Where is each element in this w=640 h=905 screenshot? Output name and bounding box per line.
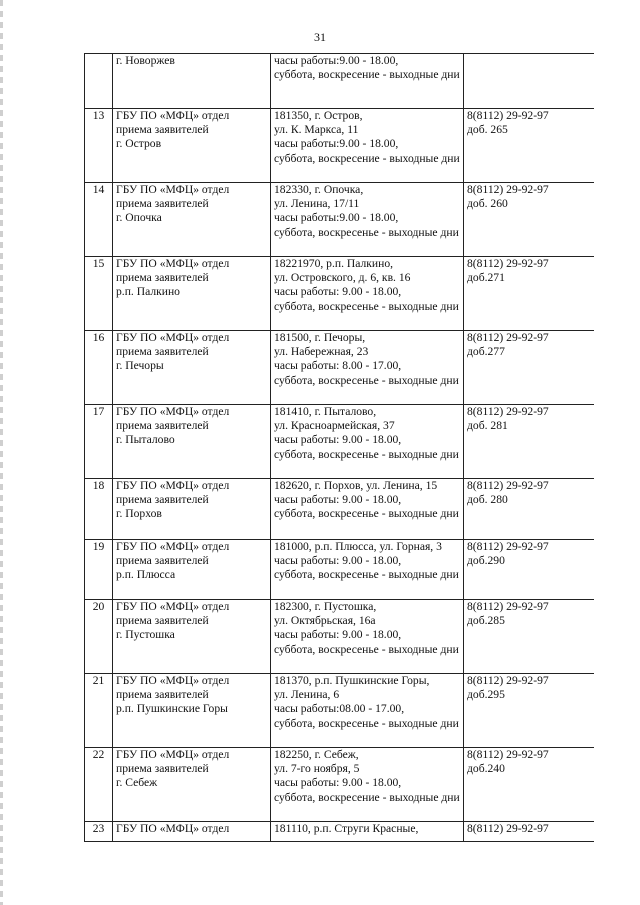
office-name: г. Новоржев (113, 54, 271, 109)
office-name: ГБУ ПО «МФЦ» отдел приема заявителей г. Себеж (113, 748, 271, 822)
office-address: 182330, г. Опочка, ул. Ленина, 17/11 часы работы:9.00 - 18.00, суббота, воскресенье - выходные дни (271, 183, 464, 257)
office-address: 181110, р.п. Струги Красные, (271, 822, 464, 842)
office-address: часы работы:9.00 - 18.00, суббота, воскресение - выходные дни (271, 54, 464, 109)
table-row (85, 109, 595, 183)
office-address: 181370, р.п. Пушкинские Горы, ул. Ленина, 6 часы работы:08.00 - 17.00, суббота, воскресенье - выходные дни (271, 674, 464, 748)
office-name: ГБУ ПО «МФЦ» отдел приема заявителей г. Порхов (113, 479, 271, 540)
row-number: 16 (85, 331, 113, 405)
office-phone: 8(8112) 29-92-97 доб.285 (464, 600, 595, 674)
office-phone: 8(8112) 29-92-97 доб. 280 (464, 479, 595, 540)
row-number (85, 54, 113, 109)
office-address: 182620, г. Порхов, ул. Ленина, 15 часы работы: 9.00 - 18.00, суббота, воскресенье - выходные дни (271, 479, 464, 540)
office-address: 181350, г. Остров, ул. К. Маркса, 11 часы работы:9.00 - 18.00, суббота, воскресение - выходные дни (271, 109, 464, 183)
office-address: 181500, г. Печоры, ул. Набережная, 23 часы работы: 8.00 - 17.00, суббота, воскресенье - выходные дни (271, 331, 464, 405)
office-phone: 8(8112) 29-92-97 доб.277 (464, 331, 595, 405)
office-phone: 8(8112) 29-92-97 доб.290 (464, 540, 595, 600)
office-phone: 8(8112) 29-92-97 доб.271 (464, 257, 595, 331)
office-name: ГБУ ПО «МФЦ» отдел приема заявителей р.п. Плюсса (113, 540, 271, 600)
office-name: ГБУ ПО «МФЦ» отдел приема заявителей г. Печоры (113, 331, 271, 405)
offices-table (84, 53, 594, 842)
office-address: 181410, г. Пыталово, ул. Красноармейская, 37 часы работы: 9.00 - 18.00, суббота, воскресенье - выходные дни (271, 405, 464, 479)
page-number: 31 (314, 30, 326, 44)
row-number: 21 (85, 674, 113, 748)
row-number: 22 (85, 748, 113, 822)
row-number: 17 (85, 405, 113, 479)
table-row (85, 540, 595, 600)
office-phone: 8(8112) 29-92-97 (464, 822, 595, 842)
offices-table-body (85, 54, 595, 842)
office-name: ГБУ ПО «МФЦ» отдел приема заявителей р.п. Палкино (113, 257, 271, 331)
office-name: ГБУ ПО «МФЦ» отдел приема заявителей г. Опочка (113, 183, 271, 257)
row-number: 23 (85, 822, 113, 842)
office-phone: 8(8112) 29-92-97 доб.240 (464, 748, 595, 822)
table-row (85, 183, 595, 257)
table-row (85, 822, 595, 842)
office-address: 181000, р.п. Плюсса, ул. Горная, 3 часы работы: 9.00 - 18.00, суббота, воскресенье - выходные дни (271, 540, 464, 600)
office-address: 182250, г. Себеж, ул. 7-го ноября, 5 часы работы: 9.00 - 18.00, суббота, воскресение - выходные дни (271, 748, 464, 822)
office-name: ГБУ ПО «МФЦ» отдел (113, 822, 271, 842)
table-row (85, 479, 595, 540)
office-phone: 8(8112) 29-92-97 доб.295 (464, 674, 595, 748)
office-name: ГБУ ПО «МФЦ» отдел приема заявителей р.п. Пушкинские Горы (113, 674, 271, 748)
office-address: 18221970, р.п. Палкино, ул. Островского, д. 6, кв. 16 часы работы: 9.00 - 18.00, суббота, воскресенье - выходные дни (271, 257, 464, 331)
office-phone: 8(8112) 29-92-97 доб. 281 (464, 405, 595, 479)
row-number: 13 (85, 109, 113, 183)
table-row (85, 54, 595, 109)
row-number: 20 (85, 600, 113, 674)
office-name: ГБУ ПО «МФЦ» отдел приема заявителей г. Пустошка (113, 600, 271, 674)
row-number: 19 (85, 540, 113, 600)
table-row (85, 331, 595, 405)
office-phone (464, 54, 595, 109)
table-row (85, 674, 595, 748)
office-phone: 8(8112) 29-92-97 доб. 265 (464, 109, 595, 183)
table-row (85, 405, 595, 479)
table-row (85, 257, 595, 331)
row-number: 14 (85, 183, 113, 257)
row-number: 15 (85, 257, 113, 331)
office-name: ГБУ ПО «МФЦ» отдел приема заявителей г. Пыталово (113, 405, 271, 479)
scan-edge (0, 0, 3, 905)
office-phone: 8(8112) 29-92-97 доб. 260 (464, 183, 595, 257)
table-row (85, 600, 595, 674)
table-row (85, 748, 595, 822)
offices-table-wrapper (84, 53, 594, 883)
row-number: 18 (85, 479, 113, 540)
office-address: 182300, г. Пустошка, ул. Октябрьская, 16а часы работы: 9.00 - 18.00, суббота, воскресенье - выходные дни (271, 600, 464, 674)
office-name: ГБУ ПО «МФЦ» отдел приема заявителей г. Остров (113, 109, 271, 183)
